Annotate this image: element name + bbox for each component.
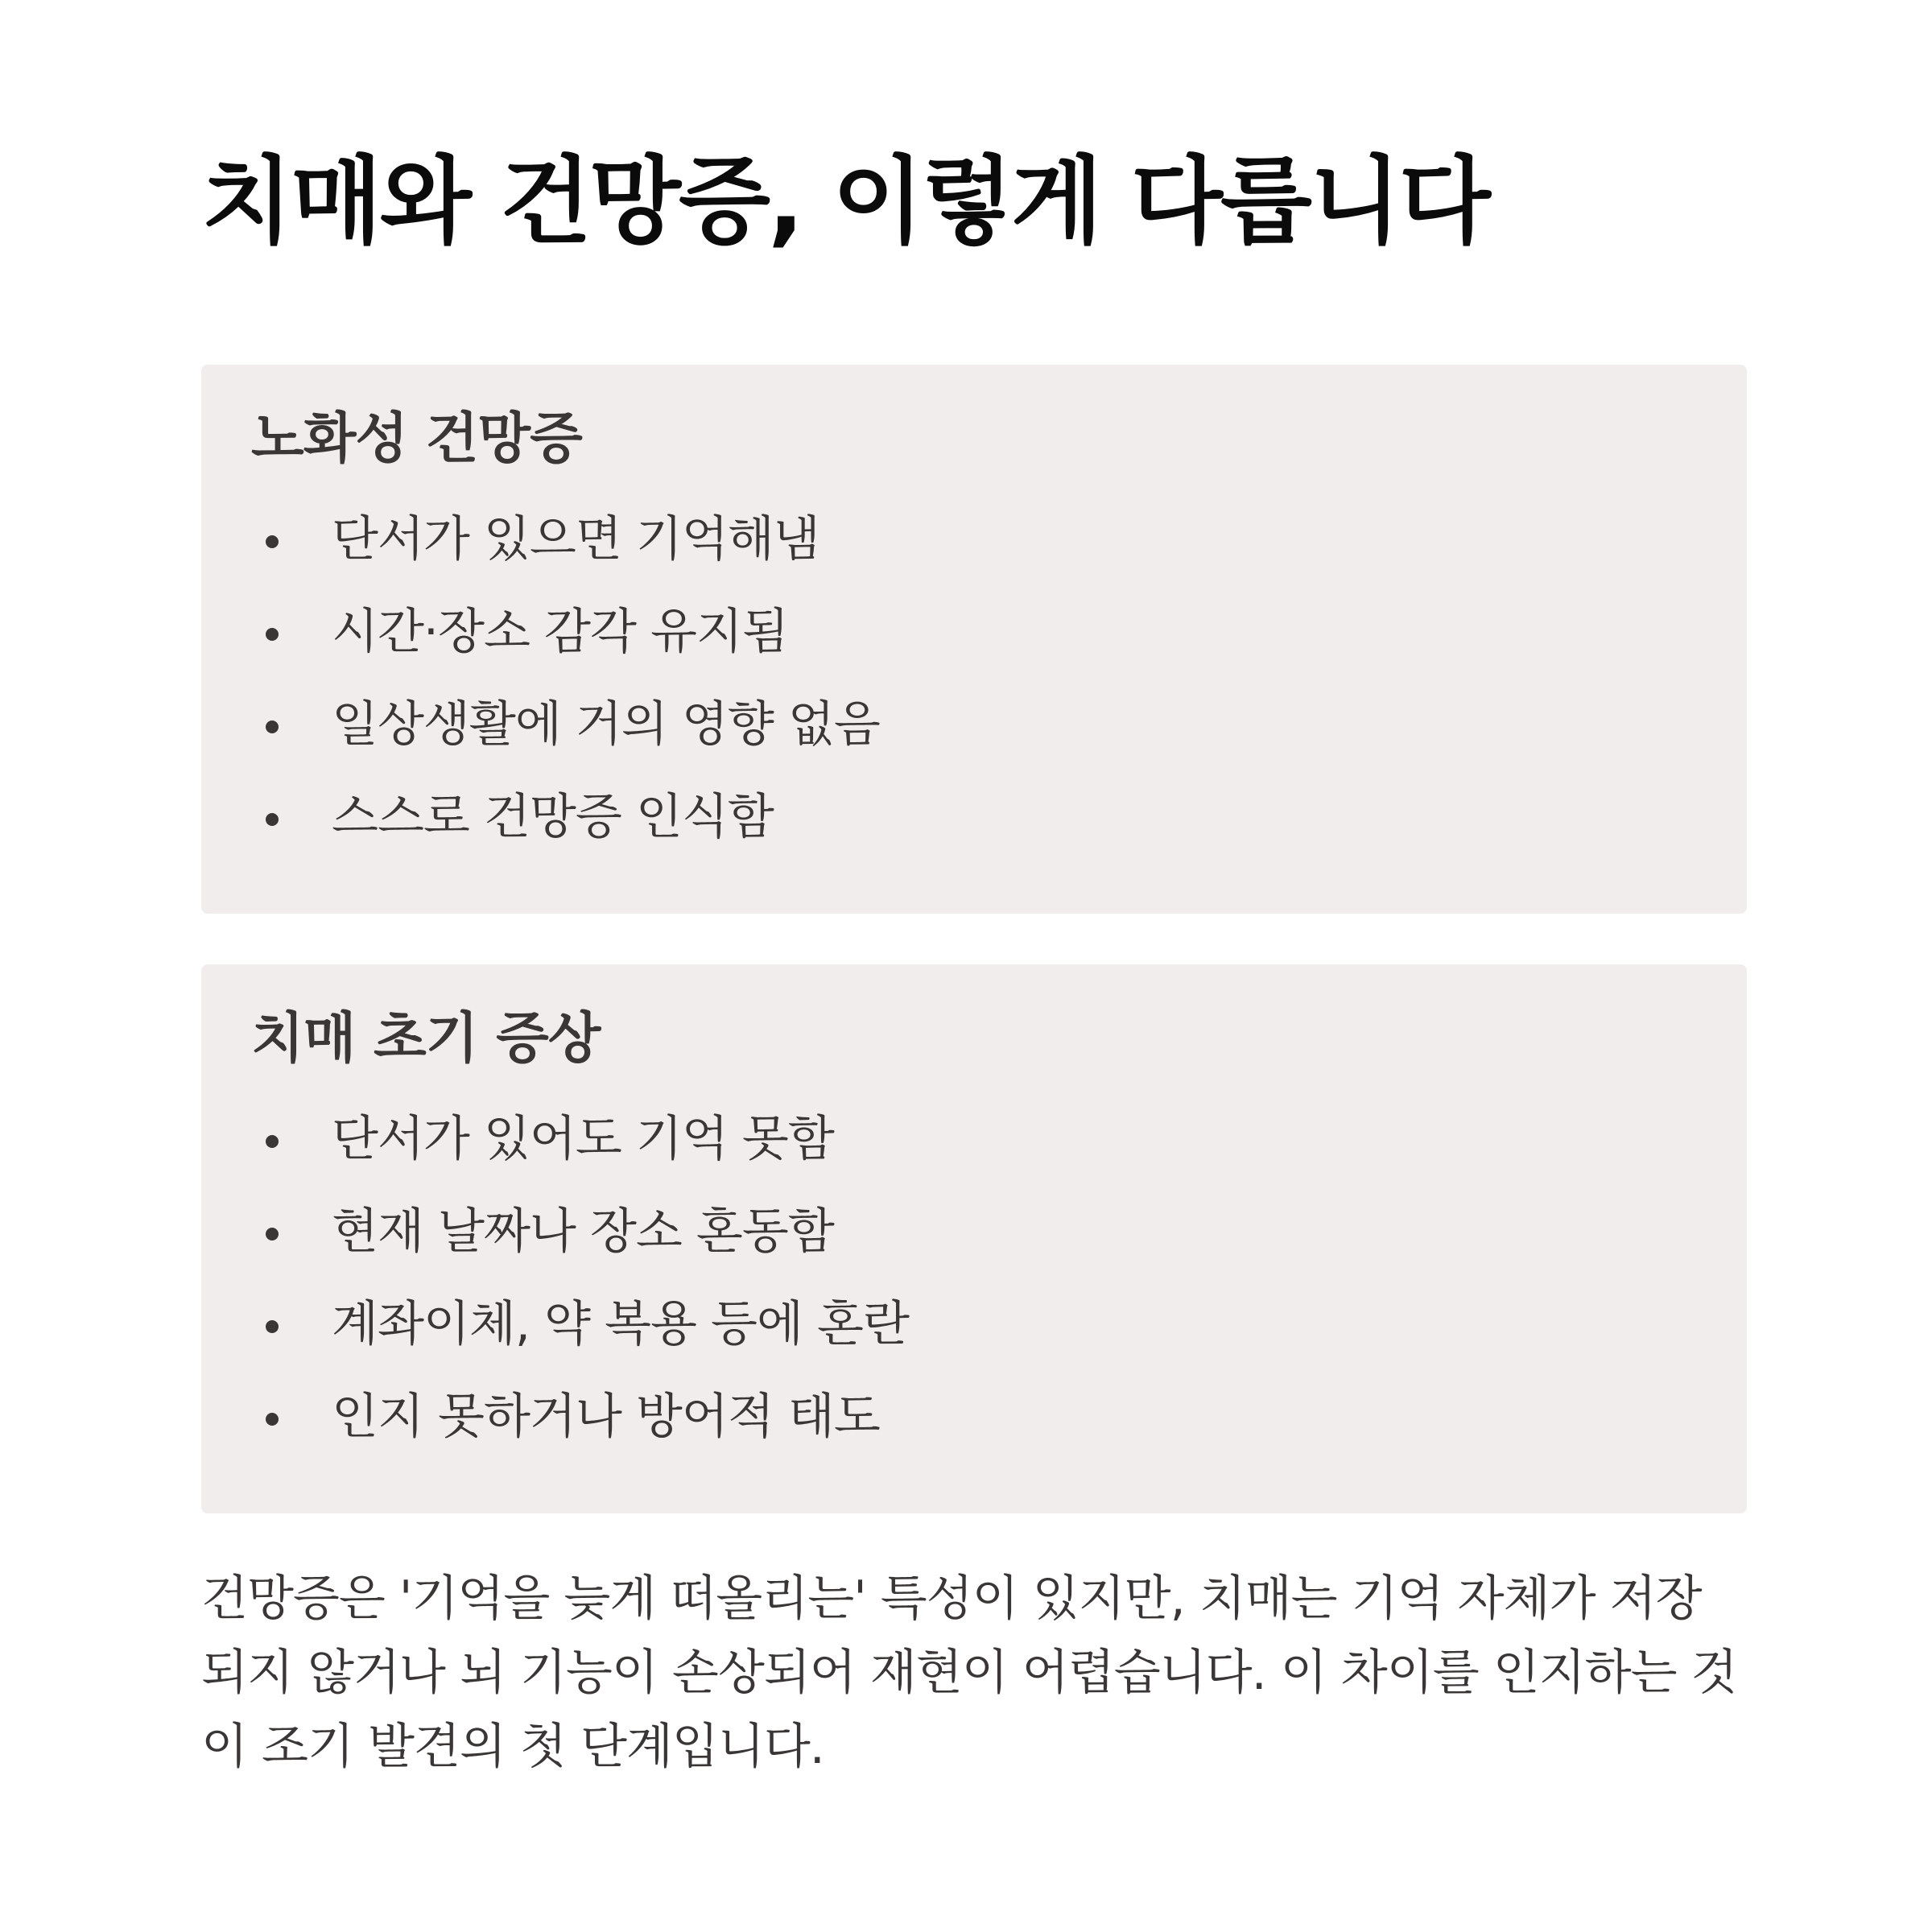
- list-item: [251, 1371, 909, 1463]
- list-item-text: 현재 날짜나 장소 혼동함: [332, 1203, 834, 1260]
- card-heading: 치매 초기 증상: [251, 1007, 601, 1071]
- bullet-dot-icon: [266, 720, 279, 733]
- list-item: [251, 1278, 909, 1371]
- bullet-dot-icon: [266, 1228, 279, 1241]
- bullet-dot-icon: [266, 1413, 279, 1426]
- bullet-dot-icon: [266, 628, 279, 641]
- list-item-text: 시간·장소 감각 유지됨: [332, 604, 788, 660]
- symptom-list: [251, 493, 880, 864]
- article: [201, 137, 1747, 1775]
- list-item-text: 단서가 있어도 기억 못함: [332, 1111, 834, 1167]
- list-item: [251, 1186, 909, 1278]
- list-item-text: 단서가 있으면 기억해냄: [332, 511, 819, 568]
- list-item: [251, 679, 880, 771]
- list-item: [251, 771, 880, 864]
- summary-paragraph: 건망증은 '기억을 늦게 떠올리는' 특성이 있지만, 치매는 기억 자체가 저장되지 않거나 뇌 기능이 손상되어 재현이 어렵습니다. 이 차이를 인지하는 것이 조기 발견의 첫 단계입니다.: [201, 1571, 1737, 1775]
- bullet-dot-icon: [266, 1135, 279, 1148]
- page-title: 치매와 건망증, 이렇게 다릅니다: [201, 146, 1488, 257]
- bullet-dot-icon: [266, 813, 279, 826]
- early-dementia-card: [201, 964, 1747, 1513]
- list-item-text: 일상생활에 거의 영향 없음: [332, 696, 880, 753]
- symptom-list: [251, 1093, 909, 1463]
- bullet-dot-icon: [266, 1320, 279, 1333]
- card-heading: 노화성 건망증: [251, 407, 582, 471]
- aging-forgetfulness-card: [201, 365, 1747, 914]
- list-item-text: 계좌이체, 약 복용 등에 혼란: [332, 1296, 909, 1352]
- list-item: [251, 586, 880, 679]
- list-item-text: 스스로 건망증 인식함: [332, 789, 774, 845]
- list-item: [251, 493, 880, 586]
- bullet-dot-icon: [266, 535, 279, 548]
- list-item: [251, 1093, 909, 1186]
- list-item-text: 인지 못하거나 방어적 태도: [332, 1389, 880, 1445]
